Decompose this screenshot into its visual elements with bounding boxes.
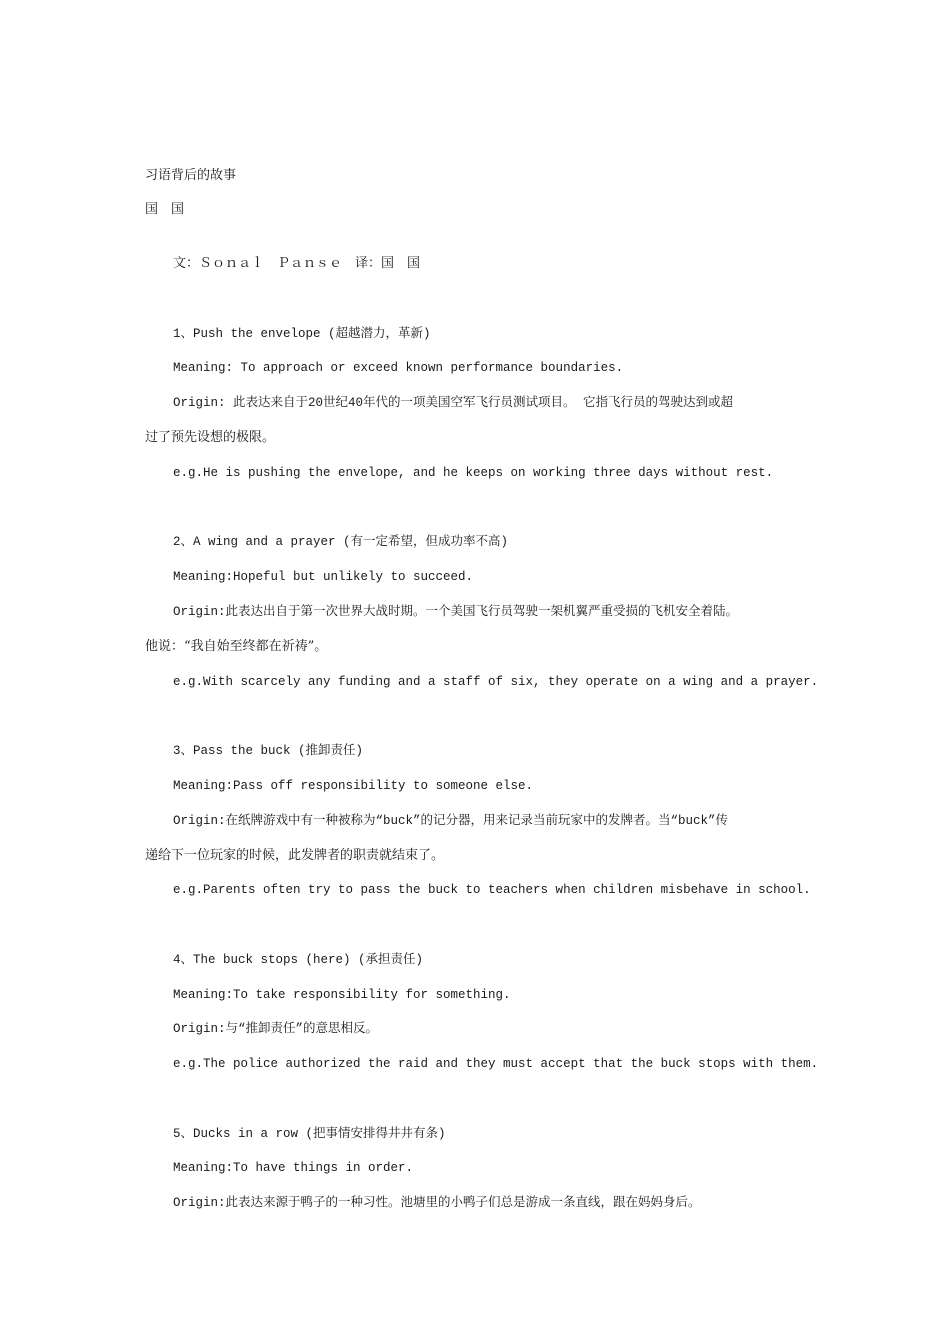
idiom-origin-continued: 递给下一位玩家的时候，此发牌者的职责就结束了。 [145, 848, 445, 863]
idiom-heading: 2、A wing and a prayer (有一定希望，但成功率不高) [173, 535, 509, 549]
idiom-meaning: Meaning:Hopeful but unlikely to succeed. [173, 570, 474, 584]
idiom-origin-continued: 他说：“我自始至终都在祈祷”。 [145, 639, 328, 654]
idiom-origin-continued: 过了预先设想的极限。 [145, 430, 276, 445]
author-line: 国 国 [145, 202, 185, 217]
idiom-origin: Origin:此表达出自于第一次世界大战时期。一个美国飞行员驾驶一架机翼严重受损的飞机安全着陆。 [173, 605, 739, 619]
idiom-example: e.g.With scarcely any funding and a staff of six, they operate on a wing and a prayer. [173, 675, 819, 689]
idiom-meaning: Meaning:To have things in order. [173, 1161, 414, 1175]
idiom-example: e.g.He is pushing the envelope, and he keeps on working three days without rest. [173, 466, 774, 480]
idiom-meaning: Meaning:Pass off responsibility to someone else. [173, 779, 534, 793]
idiom-origin: Origin:与“推卸责任”的意思相反。 [173, 1022, 379, 1036]
idiom-heading: 3、Pass the buck (推卸责任) [173, 744, 364, 758]
idiom-meaning: Meaning: To approach or exceed known performance boundaries. [173, 361, 624, 375]
idiom-example: e.g.The police authorized the raid and they must accept that the buck stops with them. [173, 1057, 819, 1071]
idiom-example: e.g.Parents often try to pass the buck to teachers when children misbehave in school. [173, 883, 811, 897]
idiom-origin: Origin:此表达来源于鸭子的一种习性。池塘里的小鸭子们总是游成一条直线，跟在妈妈身后。 [173, 1196, 701, 1210]
credit-line: 文：Ｓｏｎａｌ Ｐａｎｓｅ 译：国 国 [173, 256, 421, 271]
document-title: 习语背后的故事 [145, 168, 237, 183]
idiom-origin: Origin:在纸牌游戏中有一种被称为“buck”的记分器，用来记录当前玩家中的发牌者。当“buck”传 [173, 814, 729, 828]
idiom-heading: 5、Ducks in a row (把事情安排得井井有条) [173, 1127, 446, 1141]
idiom-meaning: Meaning:To take responsibility for something. [173, 988, 511, 1002]
idiom-origin: Origin: 此表达来自于20世纪40年代的一项美国空军飞行员测试项目。 它指飞行员的驾驶达到或超 [173, 396, 734, 410]
idiom-heading: 1、Push the envelope (超越潜力，革新) [173, 327, 431, 341]
idiom-heading: 4、The buck stops (here) (承担责任) [173, 953, 424, 967]
